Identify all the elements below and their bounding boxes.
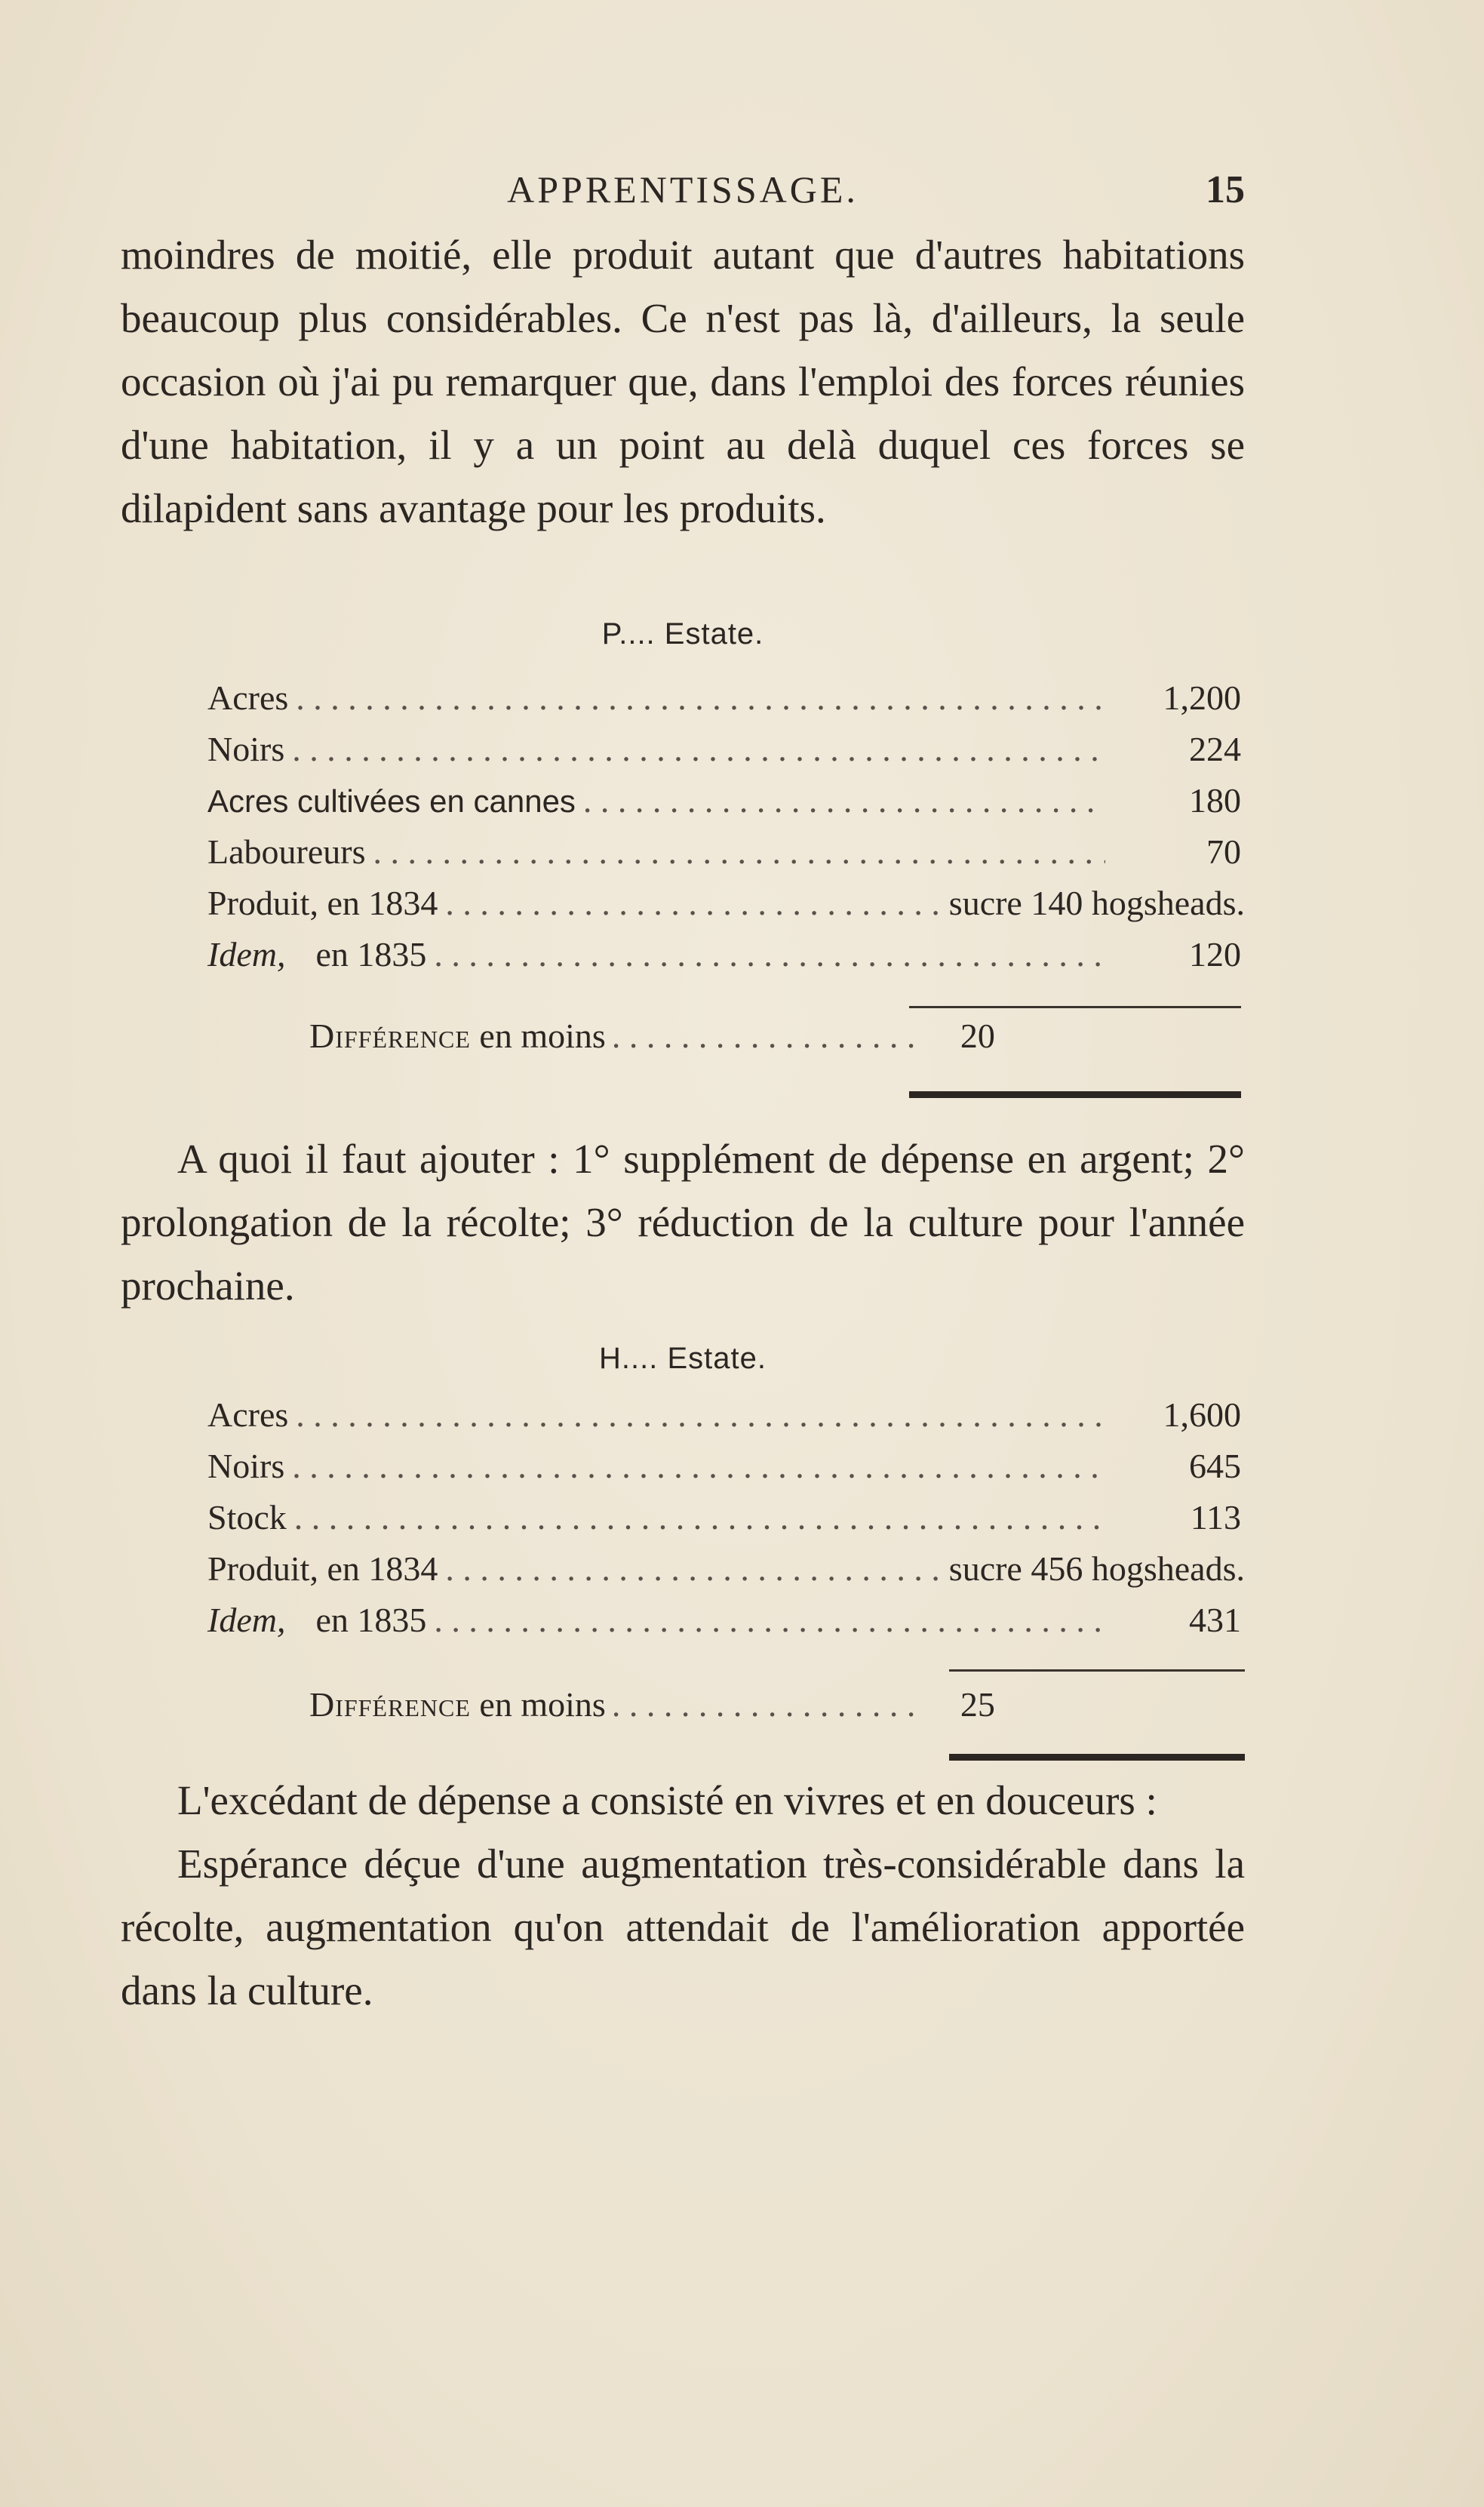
table-row (207, 1446, 1245, 1497)
produit-unit: hogsheads. (1091, 1549, 1245, 1588)
table-row (207, 780, 1245, 832)
paragraph-intro (121, 223, 1245, 540)
row-value: 113 (1190, 1498, 1241, 1536)
produit-prefix: sucre (948, 884, 1022, 922)
sum-rule (949, 1669, 1245, 1672)
total-rule (909, 1091, 1241, 1098)
row-value: 120 (1189, 935, 1241, 974)
estate-h-table (207, 1395, 1245, 1651)
paragraph-additions (121, 1127, 1245, 1318)
table-row-produit (207, 1549, 1245, 1600)
row-value: 180 (1189, 781, 1241, 820)
page-number: 15 (1206, 168, 1245, 211)
table-row (207, 729, 1245, 780)
estate-p-title: P.... Estate. (601, 617, 764, 651)
row-label: Laboureurs (207, 832, 366, 871)
row-label: Acres cultivées en cannes (207, 783, 576, 819)
leader-dots (294, 1497, 1105, 1537)
difference-label: Différence (309, 1685, 471, 1724)
table-row (207, 1497, 1245, 1549)
leader-dots (445, 1549, 938, 1589)
row-label (207, 1600, 426, 1640)
difference-row (309, 1684, 1245, 1724)
row-label: Noirs (207, 730, 285, 768)
leader-dots (583, 780, 1105, 820)
paragraph-text: moindres de moitié, elle produit autant que d'autres habitations beaucoup plus considérables. Ce n'est pas là, d'ailleurs, la seule occasion où j'ai pu remarquer que, dans l'emploi des forces réunies d'une habitation, il y a un point au delà duquel ces forces se dilapident sans avantage pour les produits. (121, 232, 1245, 531)
leader-dots (373, 832, 1105, 872)
table-row-idem (207, 1600, 1245, 1651)
leader-dots (292, 1446, 1105, 1486)
leader-dots (292, 729, 1105, 769)
row-value: 70 (1206, 832, 1241, 871)
difference-value: 25 (960, 1685, 995, 1724)
leader-dots (434, 934, 1105, 974)
paragraph-text: L'excédant de dépense a consisté en vivres et en douceurs : (177, 1777, 1157, 1823)
row-label (207, 934, 426, 974)
leader-dots (445, 883, 938, 923)
leader-dots (296, 678, 1105, 718)
idem-year: en 1835 (315, 935, 427, 974)
produit-unit: hogsheads. (1091, 884, 1245, 922)
table-row-produit (207, 883, 1245, 934)
idem-label: Idem, (207, 935, 286, 974)
row-value: 140 (1031, 884, 1083, 922)
leader-dots (296, 1395, 1105, 1435)
difference-label: Différence (309, 1017, 471, 1055)
difference-label-rest: en moins (479, 1017, 606, 1055)
table-row (207, 678, 1245, 729)
sum-rule (909, 1006, 1241, 1008)
table-row-idem (207, 934, 1245, 986)
table-row (207, 1395, 1245, 1446)
row-label: Acres (207, 678, 289, 717)
row-label: Produit, en 1834 (207, 1549, 438, 1588)
leader-dots (612, 1684, 914, 1724)
idem-year: en 1835 (315, 1601, 427, 1639)
row-label: Stock (207, 1498, 287, 1536)
estate-h-title: H.... Estate. (599, 1342, 767, 1375)
page-header (121, 168, 1245, 220)
paragraph-text: A quoi il faut ajouter : 1° supplément de dépense en argent; 2° prolongation de la récolte; 3° réduction de la culture pour l'année prochaine. (121, 1136, 1245, 1309)
difference-row (309, 1016, 1245, 1056)
estate-p-table (207, 678, 1245, 986)
idem-label: Idem, (207, 1601, 286, 1639)
row-value: 1,200 (1163, 678, 1241, 717)
running-head: APPRENTISSAGE. (507, 168, 859, 211)
row-label: Acres (207, 1395, 289, 1434)
row-value: 224 (1189, 730, 1241, 768)
difference-label-rest: en moins (479, 1685, 606, 1724)
row-value: 431 (1189, 1601, 1241, 1639)
leader-dots (434, 1600, 1105, 1640)
row-value: 456 (1031, 1549, 1083, 1588)
paragraph-text: Espérance déçue d'une augmentation très-considérable dans la récolte, augmentation qu'on attendait de l'amélioration apportée dans la culture. (121, 1841, 1245, 2013)
difference-value: 20 (960, 1017, 995, 1055)
leader-dots (612, 1016, 914, 1056)
table-row (207, 832, 1245, 883)
row-label: Noirs (207, 1447, 285, 1485)
row-label: Produit, en 1834 (207, 884, 438, 922)
row-value: 645 (1189, 1447, 1241, 1485)
paragraph-expenses (121, 1769, 1245, 2023)
total-rule (949, 1754, 1245, 1761)
row-value: 1,600 (1163, 1395, 1241, 1434)
produit-prefix: sucre (948, 1549, 1022, 1588)
